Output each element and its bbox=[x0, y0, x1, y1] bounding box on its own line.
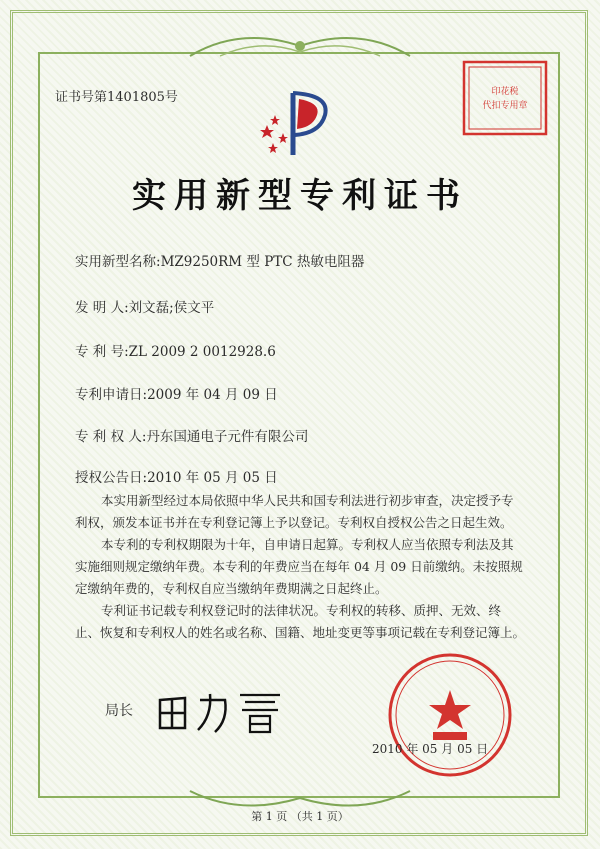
field-grant-date bbox=[75, 466, 278, 486]
field-value: 丹东国通电子元件有限公司 bbox=[146, 429, 309, 445]
paragraph: 本专利的专利权期限为十年，自申请日起算。专利权人应当依照专利法及其实施细则规定缴纳年费。本专利的年费应当在每年 04 月 09 日前缴纳。未按照规定缴纳年费的，专利权自应当缴纳年费期满之日起终止。 bbox=[75, 537, 523, 596]
field-patent-number bbox=[75, 340, 276, 360]
page-title: 实用新型专利证书 bbox=[132, 176, 468, 216]
field-label: 授权公告日: bbox=[75, 470, 148, 486]
field-label: 专 利 权 人: bbox=[75, 429, 147, 445]
director-signature bbox=[150, 680, 300, 740]
field-patentee bbox=[75, 425, 308, 445]
certificate-number: 证书号第1401805号 bbox=[55, 90, 178, 105]
official-seal bbox=[385, 650, 515, 780]
field-label: 专利申请日: bbox=[75, 387, 148, 403]
field-inventor bbox=[75, 296, 214, 316]
certificate-body bbox=[75, 490, 525, 644]
field-value: MZ9250RM 型 PTC 热敏电阻器 bbox=[160, 254, 365, 270]
top-ornament bbox=[180, 26, 420, 66]
tax-stamp bbox=[460, 58, 550, 138]
field-value: 2010 年 05 月 05 日 bbox=[147, 470, 278, 486]
field-application-date bbox=[75, 383, 278, 403]
paragraph: 本实用新型经过本局依照中华人民共和国专利法进行初步审查，决定授予专利权，颁发本证书并在专利登记簿上予以登记。专利权自授权公告之日起生效。 bbox=[75, 493, 514, 530]
field-label: 实用新型名称: bbox=[75, 254, 161, 270]
field-utility-name bbox=[75, 250, 364, 270]
seal-date: 2010 年 05 月 05 日 bbox=[372, 742, 489, 756]
svg-text:印花税: 印花税 bbox=[491, 87, 519, 97]
page-footer: 第 1 页 （共 1 页） bbox=[251, 810, 349, 823]
field-label: 专 利 号: bbox=[75, 344, 129, 360]
paragraph: 专利证书记载专利权登记时的法律状况。专利权的转移、质押、无效、终止、恢复和专利权人的姓名或名称、国籍、地址变更等事项记载在专利登记簿上。 bbox=[75, 603, 526, 640]
cnipa-logo bbox=[255, 85, 335, 160]
field-value: 刘文磊;侯文平 bbox=[128, 300, 215, 316]
svg-text:代扣专用章: 代扣专用章 bbox=[482, 101, 528, 111]
signer-title: 局长 bbox=[105, 703, 133, 719]
field-value: ZL 2009 2 0012928.6 bbox=[128, 344, 276, 360]
field-value: 2009 年 04 月 09 日 bbox=[147, 387, 278, 403]
field-label: 发 明 人: bbox=[75, 300, 129, 316]
